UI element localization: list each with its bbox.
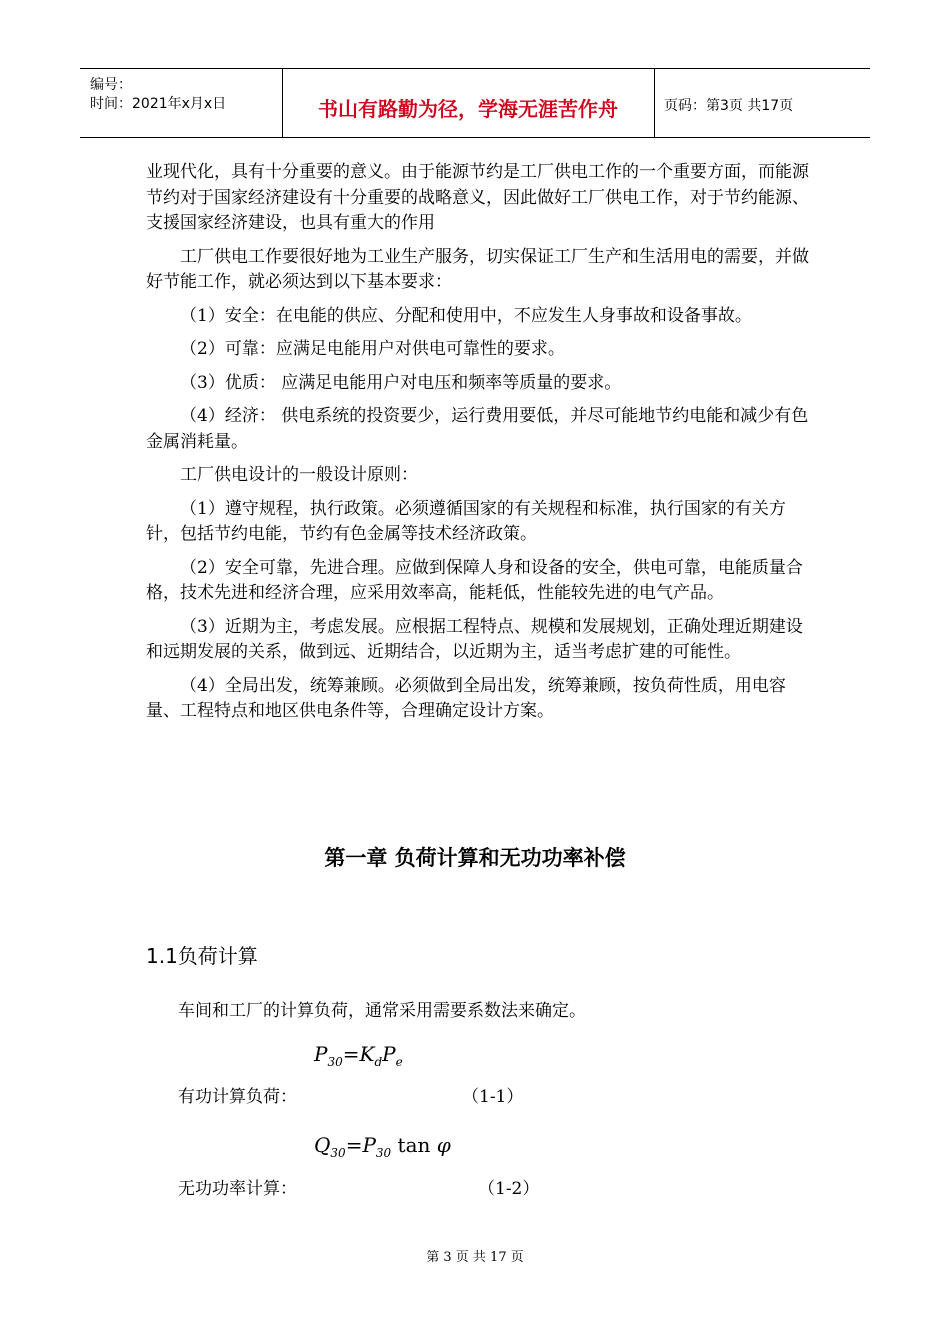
page-footer: 第 3 页 共 17 页 bbox=[426, 1250, 524, 1265]
intro-text: 车间和工厂的计算负荷，通常采用需要系数法来确定。 bbox=[178, 1001, 586, 1021]
body-text bbox=[146, 160, 816, 733]
paragraph: 工厂供电设计的一般设计原则： bbox=[180, 465, 418, 485]
formula-reactive-power: $Q_{30}=P_{30}$ tan φ bbox=[314, 1133, 451, 1160]
paragraph: （4）经济： 供电系统的投资要少，运行费用要低，并尽可能地节约电能和减少有色金属消耗量。 bbox=[146, 406, 809, 452]
paragraph: （2）可靠：应满足电能用户对供电可靠性的要求。 bbox=[180, 339, 565, 359]
paragraph: （3）近期为主，考虑发展。应根据工程特点、规模和发展规划，正确处理近期建设和远期发展的关系，做到远、近期结合，以近期为主，适当考虑扩建的可能性。 bbox=[146, 616, 803, 662]
header-page-cell bbox=[654, 69, 870, 137]
formula-label-reactive: 无功功率计算： bbox=[178, 1179, 297, 1199]
document-date-label: 时间：2021年x月x日 bbox=[90, 96, 227, 112]
header-motto: 书山有路勤为径，学海无涯苦作舟 bbox=[318, 97, 618, 121]
paragraph: （1）安全：在电能的供应、分配和使用中，不应发生人身事故和设备事故。 bbox=[180, 305, 752, 326]
page-header bbox=[80, 68, 870, 138]
chapter-title: 第一章 负荷计算和无功功率补偿 bbox=[324, 846, 626, 870]
header-page-info: 页码：第3页 共17页 bbox=[664, 98, 794, 114]
paragraph: （3）优质： 应满足电能用户对电压和频率等质量的要求。 bbox=[180, 372, 622, 393]
formula-label-active: 有功计算负荷： bbox=[178, 1087, 297, 1107]
paragraph: （2）安全可靠，先进合理。应做到保障人身和设备的安全，供电可靠，电能质量合格，技术先进和经济合理，应采用效率高，能耗低，性能较先进的电气产品。 bbox=[146, 557, 803, 603]
header-info-cell bbox=[80, 69, 283, 137]
paragraph: 工厂供电工作要很好地为工业生产服务，切实保证工厂生产和生活用电的需要，并做好节能工作，就必须达到以下基本要求： bbox=[146, 246, 809, 292]
formula-number-1: （1-1） bbox=[462, 1087, 524, 1107]
paragraph: （1）遵守规程，执行政策。必须遵循国家的有关规程和标准，执行国家的有关方针，包括节约电能，节约有色金属等技术经济政策。 bbox=[146, 498, 786, 544]
document-number-label: 编号： bbox=[90, 77, 132, 93]
paragraph: （4）全局出发，统筹兼顾。必须做到全局出发，统筹兼顾，按负荷性质，用电容量、工程特点和地区供电条件等，合理确定设计方案。 bbox=[146, 675, 786, 721]
header-motto-cell bbox=[282, 69, 655, 137]
section-title: 1.1负荷计算 bbox=[146, 944, 258, 968]
formula-number-2: （1-2） bbox=[478, 1179, 540, 1199]
paragraph: 业现代化，具有十分重要的意义。由于能源节约是工厂供电工作的一个重要方面，而能源节约对于国家经济建设有十分重要的战略意义，因此做好工厂供电工作，对于节约能源、支援国家经济建设，也具有重大的作用 bbox=[146, 162, 809, 233]
formula-active-load: $P_{30}=K_dP_e$ bbox=[314, 1042, 403, 1069]
